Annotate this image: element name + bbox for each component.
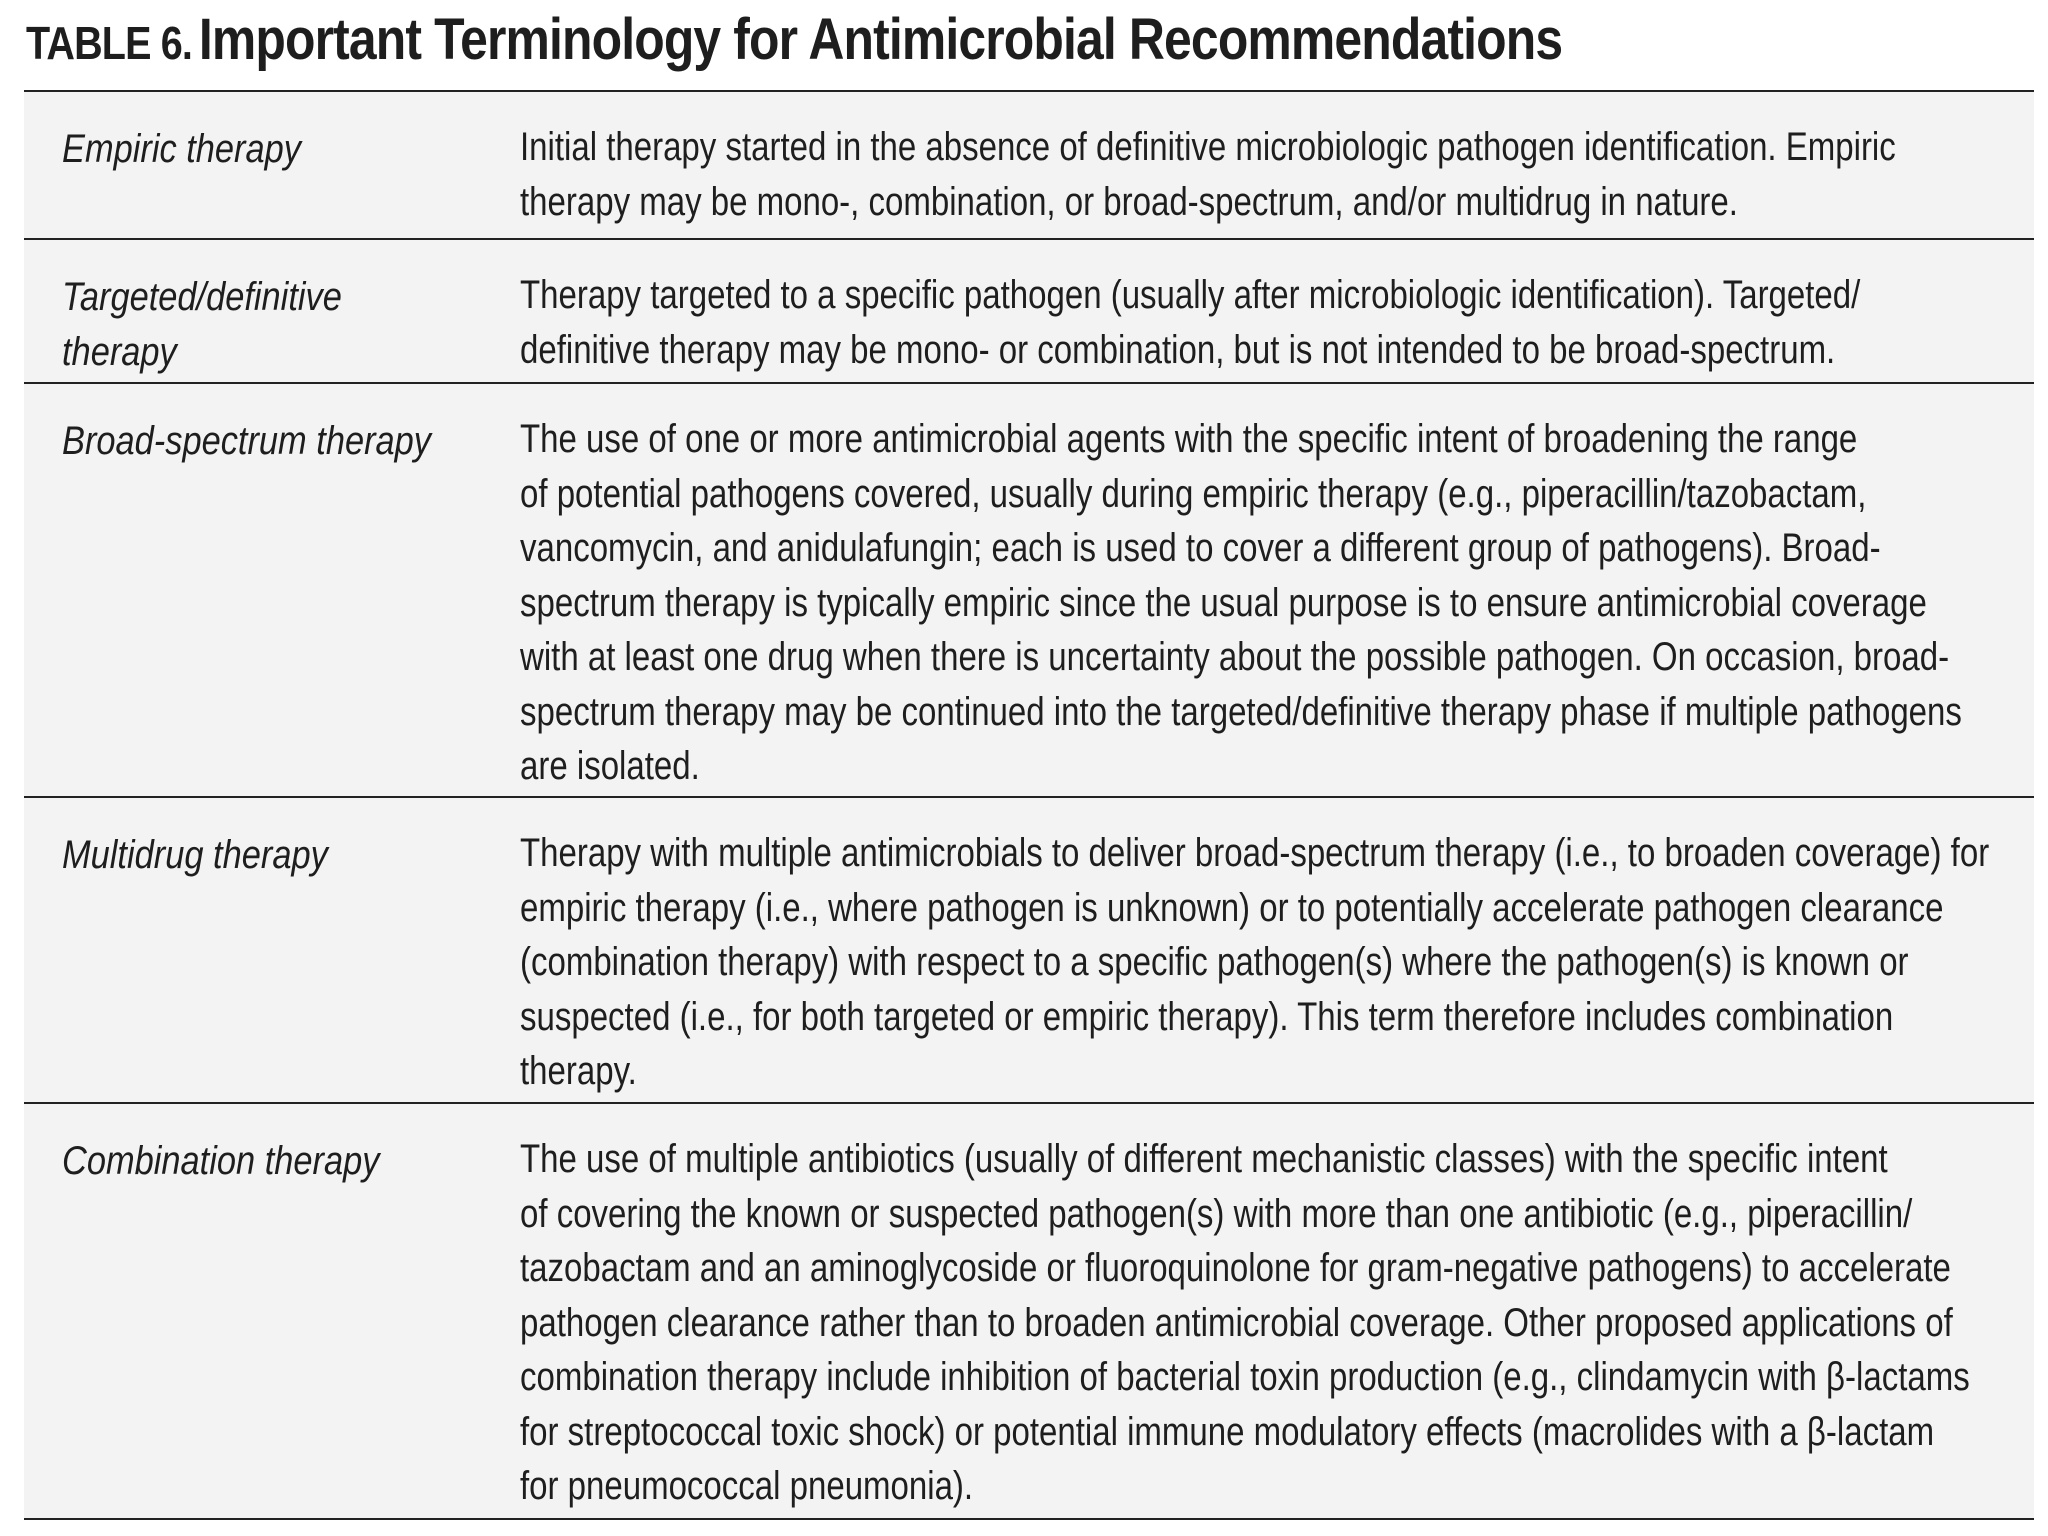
- terminology-table: [24, 90, 2034, 1520]
- term-cell: Empiric therapy: [62, 127, 301, 171]
- definition-cell: The use of multiple antibiotics (usually of different mechanistic classes) with the specific intent of covering the known or suspected pathogen(s) with more than one antibiotic (e.g., piperacillin/ tazobactam and an aminoglycoside or fluoroquinolone for gram-negative pathogens) to accelerate pathogen clearance rather than to broaden antimicrobial coverage. Other proposed applications of combination therapy include inhibition of bacterial toxin production (e.g., clindamycin with β-lactams for streptococcal toxic shock) or potential immune modulatory effects (macrolides with a β-lactam for pneumococcal pneumonia).: [520, 1137, 1970, 1508]
- table-row-combination-therapy: [24, 1104, 2034, 1520]
- table-label: TABLE 6.: [26, 17, 193, 69]
- table-row-broad-spectrum-therapy: [24, 384, 2034, 798]
- table-row-empiric-therapy: [24, 92, 2034, 240]
- definition-cell: Therapy targeted to a specific pathogen (usually after microbiologic identification). Targeted/ definitive therapy may be mono- or combination, but is not intended to be broad-spectrum.: [520, 273, 1861, 372]
- definition-cell: Initial therapy started in the absence of definitive microbiologic pathogen identification. Empiric therapy may be mono-, combination, or broad-spectrum, and/or multidrug in nature.: [520, 125, 1896, 224]
- table-heading: [26, 6, 1562, 84]
- table-row-multidrug-therapy: [24, 798, 2034, 1104]
- term-cell: Multidrug therapy: [62, 833, 328, 877]
- definition-cell: Therapy with multiple antimicrobials to deliver broad-spectrum therapy (i.e., to broaden coverage) for empiric therapy (i.e., where pathogen is unknown) or to potentially accelerate pathogen clearance (combination therapy) with respect to a specific pathogen(s) where the pathogen(s) is known or suspected (i.e., for both targeted or empiric therapy). This term therefore includes combination therapy.: [520, 831, 1990, 1093]
- term-cell: Combination therapy: [62, 1139, 380, 1183]
- term-cell: Broad-spectrum therapy: [62, 419, 432, 463]
- table-title: Important Terminology for Antimicrobial Recommendations: [198, 7, 1563, 72]
- term-cell: Targeted/definitive therapy: [62, 275, 342, 374]
- definition-cell: The use of one or more antimicrobial agents with the specific intent of broadening the range of potential pathogens covered, usually during empiric therapy (e.g., piperacillin/tazobactam, vancomycin, and anidulafungin; each is used to cover a different group of pathogens). Broad- spectrum therapy is typically empiric since the usual purpose is to ensure antimicrobial coverage with at least one drug when there is uncertainty about the possible pathogen. On occasion, broad- spectrum therapy may be continued into the targeted/definitive therapy phase if multiple pathogens are isolated.: [520, 417, 1962, 788]
- table-row-targeted-definitive-therapy: [24, 240, 2034, 384]
